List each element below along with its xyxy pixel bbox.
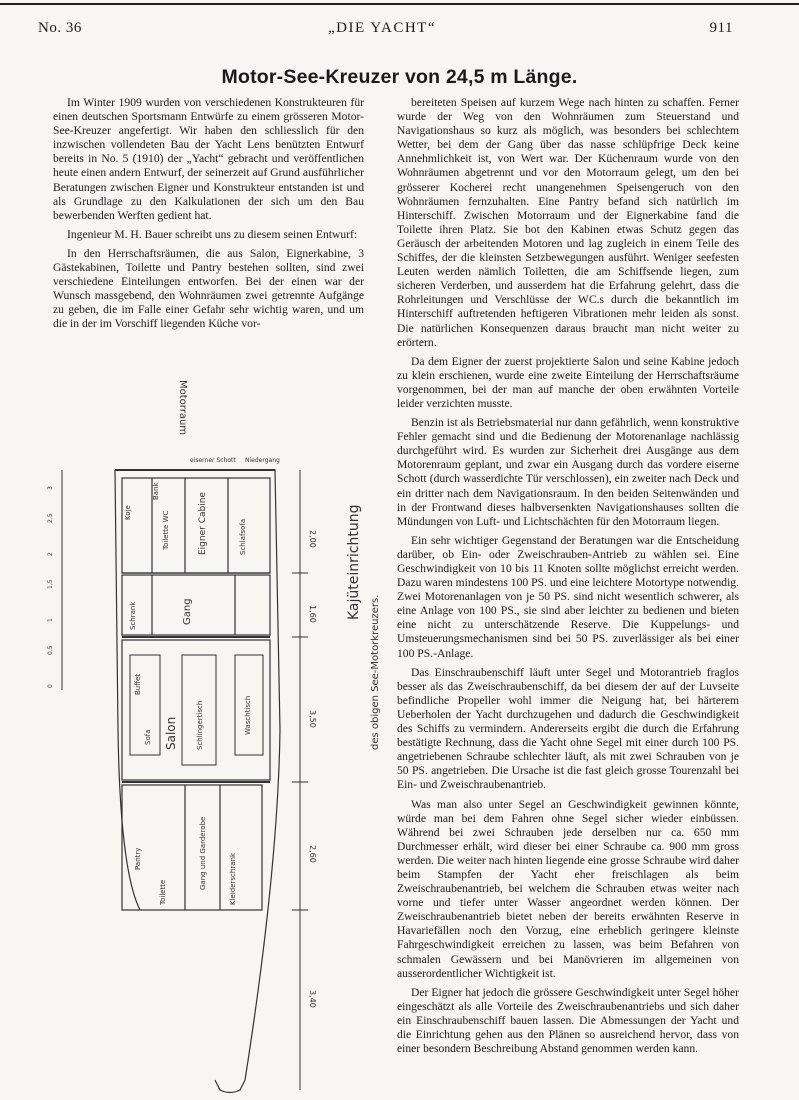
deck-plan-figure: [40, 350, 400, 1095]
label-bank: Bank: [152, 482, 160, 500]
figure-caption-sub: des obigen See-Motorkreuzers.: [370, 594, 381, 750]
label-pantry: Pantry: [134, 847, 142, 870]
paragraph: Ingenieur M. H. Bauer schreibt uns zu diesem seinen Entwurf:: [67, 227, 358, 241]
paragraph: In den Herrschaftsräumen, die aus Salon, Eignerkabine, 3 Gästekabinen, Toilette und Pantry bestehen sollten, sind zwei verschiedene Einteilungen entworfen. Bei der einen war der Wunsch massgebend, den Wohnräumen zwei getrennte Aufgänge zu geben, die im Falle einer Gefahr sehr wichtig waren, und um die in der im Vorschiff liegenden Küche vor-: [53, 246, 364, 331]
scale-tick: 2: [47, 552, 54, 556]
label-niedergang: Niedergang: [245, 457, 280, 464]
label-salon: Salon: [164, 716, 178, 750]
issue-number: No. 36: [38, 20, 82, 36]
paragraph: Das Einschraubenschiff läuft unter Segel und Motorantrieb fraglos besser als das Zweischraubenschiff, da bei diesem der auf der Luvseite befindliche Propeller wohl immer die Neigung hat, bei härterem Ueberholen der Yacht durchzugehen und dadurch die Geschwindigkeit des Schiffs zu vermindern. Andererseits ergibt die durch die Erfahrung bestätigte Rechnung, dass die Yacht ohne Segel mit einer durch 100 PS. angetriebenen Schraube schlechter läuft, als mit zwei Schrauben von je 50 PS. angetrieben. Die Ursache ist die fast gleich grosse Tourenzahl bei Ein- und Zweischraubenantrieb.: [397, 665, 739, 792]
label-schlafsofa: Schlafsofa: [239, 518, 247, 555]
label-gang: Gang: [182, 598, 193, 625]
label-eiserner-schott: eiserner Schott: [190, 457, 236, 464]
label-sofa: Sofa: [144, 729, 152, 745]
cabin-block: [122, 478, 270, 573]
label-motorraum: Motorraum: [177, 380, 188, 436]
right-column: [397, 96, 739, 1056]
label-gang-garderobe: Gang und Garderobe: [199, 816, 207, 890]
dimension-label: 3,40: [308, 990, 317, 1008]
journal-name: „DIE YACHT“: [328, 20, 437, 36]
paragraph: Im Winter 1909 wurden von verschiedenen Konstrukteuren für einen deutschen Sportsmann Entwürfe zu einem grösseren Motor-See-Kreuzer angefertigt. Wir haben den schliesslich für den inzwischen vollendeten Bau der Yacht Lens benützten Entwurf bereits in No. 5 (1910) der „Yacht“ gebracht und veröffentlichen heute einen andern Entwurf, der seinerzeit auf Grund ausführlicher Beratungen zwischen Eigner und Konstrukteur entstanden ist und als Grundlage zu den Kalkulationen der sich um den Bau bewerbenden Werften gedient hat.: [53, 96, 364, 222]
paragraph: Der Eigner hat jedoch die grössere Geschwindigkeit unter Segel höher eingeschätzt als alle Vorteile des Zweischraubenantriebs und sich daher ein Einschraubenschiff bauen lassen. Die Abmessungen der Yacht und die Einrichtung gehen aus den Plänen so ausreichend hervor, dass von einer besondern Beschreibung Abstand genommen werden kann.: [397, 985, 739, 1056]
scale-tick: 2,5: [47, 513, 54, 523]
dimension-label: 2,60: [308, 845, 317, 863]
scale-tick: 3: [47, 486, 54, 490]
scale-tick: 0,5: [47, 645, 54, 655]
paragraph: bereiteten Speisen auf kurzem Wege nach hinten zu schaffen. Ferner wurde der Weg von den Wohnräumen zum Steuerstand und Navigationshaus so kurz als möglich, was besonders bei schlechtem Wetter, bei dem der Gang über das nasse schlüpfrige Deck keine Annehmlichkeit ist, von Wert war. Der Küchenraum wurde von den Wohnräumen abgetrennt und vor den Motorraum gelegt, um den bei grösserer Kocherei recht unangenehmen Speisengeruch von den Wohnräumen fernzuhalten. Eine Pantry befand sich natürlich im Hinterschiff. Zwischen Motorraum und der Eignerkabine fand die Toilette ihren Platz. Sie bot den Kabinen etwas Schutz gegen das Geräusch der arbeitenden Motoren und lag zugleich in einem Teile des Schiffes, der die kleinsten Setzbewegungen ausführt. Weniger seefesten Leuten werden nämlich Toiletten, die am Schiffsende liegen, zum sicheren Verderben, und ausserdem hat die Erfahrung gelehrt, dass die Rohrleitungen und Verschlüsse der WC.s durch die bekanntlich im Hinterschiff auftretenden heftigeren Vibrationen mehr leiden als sonst. Die natürlichen Konsequenzen daraus braucht man nicht weiter zu erörtern.: [397, 96, 739, 349]
label-buffet: Buffet: [134, 673, 142, 695]
scale-tick: 1: [47, 618, 54, 622]
scale-tick: 0: [47, 684, 54, 688]
cabin-block: [122, 575, 270, 635]
dimension-label: 2,00: [308, 530, 317, 548]
article-title: Motor-See-Kreuzer von 24,5 m Länge.: [221, 66, 578, 88]
page-number: 911: [709, 20, 733, 36]
scale-tick: 1,5: [47, 579, 54, 589]
label-schrank: Schrank: [129, 601, 137, 630]
label-toilette-wc: Toilette WC: [162, 510, 170, 550]
label-toilette: Toilette: [159, 879, 167, 905]
label-schlingertisch: Schlingertisch: [196, 700, 204, 750]
page-header: [38, 20, 733, 42]
pantry-block: [122, 785, 262, 910]
paragraph: Da dem Eigner der zuerst projektierte Salon und seine Kabine jedoch zu klein erschienen, wurde eine zweite Einteilung der Herrschaftsräume vorgenommen, bei der man auf manche der oben erwähnten Vorteile leider verzichten musste.: [397, 354, 739, 410]
figure-caption-main: Kajüteinrichtung: [346, 504, 362, 620]
top-rule: [0, 3, 799, 5]
paragraph: Was man also unter Segel an Geschwindigkeit gewinnen könnte, würde man bei dem Fahren ohne Segel sicher wieder einbüssen. Während bei zwei Schrauben jede derselben nur ca. 650 mm Durchmesser erhält, wird dieser bei einer Schraube ca. 900 mm gross werden. Die weiter nach hinten liegende eine grosse Schraube wird daher beim Stampfen der Yacht eher freischlagen als beim Zweischraubenantrieb, bei welchem die Schrauben etwas weiter nach vorne und tiefer unter Wasser angeordnet werden können. Der Zweischraubenantrieb bietet neben der bereits erwähnten Reserve in Havariefällen noch den Vorzug, eine erheblich geringere kleinste Fahrgeschwindigkeit erreichen zu lassen, was beim Befahren von schmalen Gewässern und bei Manövrieren im allgemeinen von ausserordentlicher Wichtigkeit ist.: [397, 797, 739, 980]
paragraph: Ein sehr wichtiger Gegenstand der Beratungen war die Entscheidung darüber, ob Ein- oder Zweischrauben-Antrieb zu wählen sei. Eine Geschwindigkeit von 10 bis 11 Knoten sollte möglichst erreicht werden. Dazu waren mindestens 100 PS. und eine leichtere Motortype notwendig. Zwei Motorenanlagen von je 50 PS. sind nicht wesentlich schwerer, als eine Anlage von 100 PS., sie sind aber leichter zu bedienen und bieten eine nicht zu unterschätzende Reserve. Die Kuppelungs- und Umsteuerungsmechanismen sind bei 50 PS. zuverlässiger als bei einer 100 PS.-Anlage.: [397, 533, 739, 660]
dimension-label: 3,50: [308, 710, 317, 728]
deck-plan-drawing: [40, 350, 400, 1095]
left-column: [53, 96, 364, 332]
paragraph: Benzin ist als Betriebsmaterial nur dann gefährlich, wenn konstruktive Fehler gemacht sind und die Bedienung der Motorenanlage nachlässig durchgeführt wird. Es wurden zur Sicherheit drei Ausgänge aus dem Motorenraum geplant, und zwar ein Ausgang durch das vordere eiserne Schott (durch wasserdichte Tür verschlossen), ein zweiter nach Deck und ein dritter nach dem Navigationsraum. In den beiden Seitenwänden und in der Frontwand dieses halbversenkten Navigationshauses sollten die Mündungen von Luft- und Lichtschächten für den Motorraum liegen.: [397, 416, 739, 528]
label-eigner-cabine: Eigner Cabine: [198, 492, 208, 555]
label-waschtisch: Waschtisch: [244, 695, 252, 735]
dimension-label: 1,60: [308, 605, 317, 623]
label-koje: Koje: [124, 505, 132, 520]
label-kleiderschrank: Kleiderschrank: [229, 852, 237, 905]
